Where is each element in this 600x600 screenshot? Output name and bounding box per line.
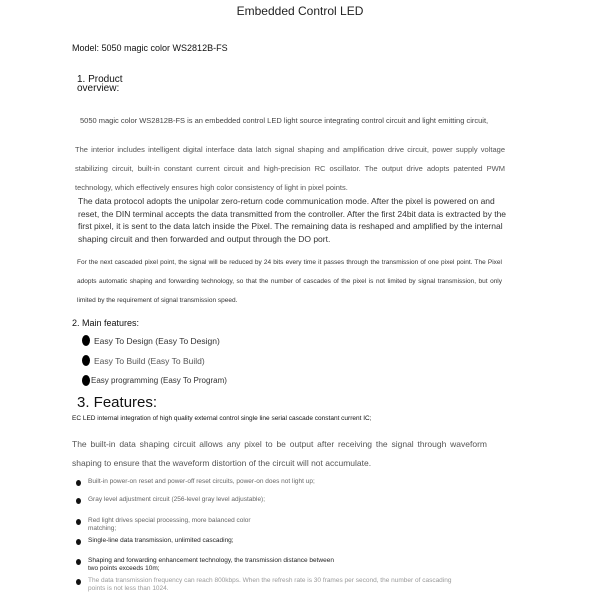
overview-paragraph-3: The data protocol adopts the unipolar zero-return code communication mode. After the pixel is powered on and reset, the DIN terminal accepts the data transmitted from the controller. After the first 24bit data is extracted by the first pixel, it is sent to the data latch inside the Pixel. The remaining data is reshaped and amplified by the internal shaping circuit and then forwarded and output through the DO port.: [78, 196, 507, 244]
feature-bullet-item: [76, 478, 316, 486]
bullet-icon: [76, 519, 81, 525]
feature-bullet-item: [76, 577, 456, 592]
feature-bullet-text: Single-line data transmission, unlimited cascading;: [88, 537, 234, 544]
bullet-icon: [76, 539, 81, 545]
document-title: Embedded Control LED: [236, 4, 364, 18]
section-heading-line: overview:: [77, 83, 120, 94]
feature-bullet-text: Red light drives special processing, more balanced color matching;: [88, 517, 251, 532]
main-feature-label: Easy To Design (Easy To Design): [94, 335, 220, 346]
main-feature-item: [82, 335, 220, 346]
main-feature-label: Easy programming (Easy To Program): [91, 376, 227, 385]
feature-bullet-item: [76, 517, 276, 532]
feature-bullet-item: [76, 537, 241, 545]
main-feature-label: Easy To Build (Easy To Build): [94, 355, 205, 366]
section-heading-line: 1. Product: [77, 74, 123, 85]
feature-bullet-text: The data transmission frequency can reach 800kbps. When the refresh rate is 30 frames per second, the number of cascading points is not less than 1024.: [88, 577, 452, 592]
section-heading-main-features: 2. Main features:: [72, 318, 140, 328]
bullet-icon: [76, 559, 81, 565]
section-heading-features: 3. Features:: [77, 394, 158, 411]
overview-paragraph-2: The interior includes intelligent digital interface data latch signal shaping and amplification drive circuit, power supply voltage stabilizing circuit, built-in constant current circuit and high-precision RC oscillator. The output drive adopts patented PWM technology, which effectively ensures high color consistency of light in pixel points.: [75, 145, 505, 192]
model-line: Model: 5050 magic color WS2812B-FS: [72, 43, 228, 53]
feature-bullet-text: Gray level adjustment circuit (256-level gray level adjustable);: [88, 496, 266, 503]
features-paragraph: The built-in data shaping circuit allows any pixel to be output after receiving the signal through waveform shaping to ensure that the waveform distortion of the circuit will not accumulate.: [72, 439, 487, 468]
overview-paragraph-4: For the next cascaded pixel point, the signal will be reduced by 24 bits every time it passes through the transmission of one pixel point. The Pixel adopts automatic shaping and forwarding technology, so that the number of cascades of the pixel is not limited by signal transmission, but only limited by the requirement of signal transmission speed.: [77, 259, 502, 304]
bullet-icon: [82, 355, 90, 366]
bullet-icon: [76, 480, 81, 486]
feature-bullet-text: Built-in power-on reset and power-off reset circuits, power-on does not light up;: [88, 478, 315, 485]
bullet-icon: [76, 579, 81, 585]
features-subheading: EC LED internal integration of high quality external control single line serial cascade constant current IC;: [72, 415, 372, 422]
feature-bullet-text: Shaping and forwarding enhancement technology, the transmission distance between two points exceeds 10m;: [88, 557, 334, 572]
main-feature-item: [82, 375, 227, 386]
feature-bullet-item: [76, 496, 276, 504]
main-feature-item: [82, 355, 205, 366]
bullet-icon: [82, 375, 90, 386]
bullet-icon: [82, 335, 90, 346]
overview-paragraph-1: 5050 magic color WS2812B-FS is an embedded control LED light source integrating control circuit and light emitting circuit,: [80, 116, 489, 125]
bullet-icon: [76, 498, 81, 504]
feature-bullet-item: [76, 557, 336, 572]
section-heading-overview: [77, 75, 157, 93]
